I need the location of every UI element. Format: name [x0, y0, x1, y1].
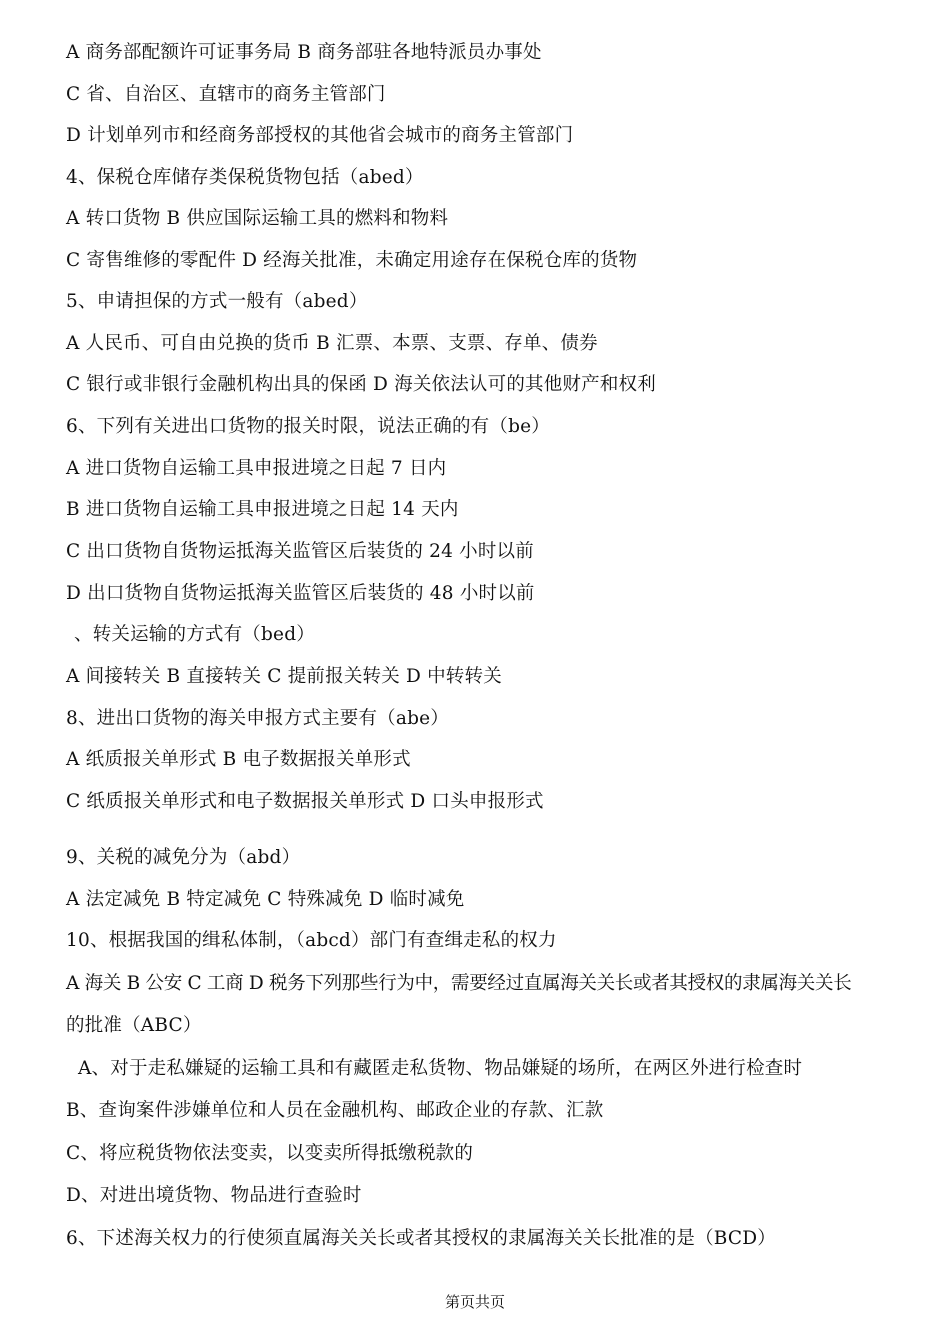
text-line: D、对进出境货物、物品进行查验时 [66, 1185, 362, 1206]
text-line: A 进口货物自运输工具申报进境之日起 7 日内 [66, 458, 447, 479]
text-line: 5、申请担保的方式一般有（abed） [66, 291, 368, 312]
text-line: A 人民币、可自由兑换的货币 B 汇票、本票、支票、存单、债券 [66, 333, 598, 354]
text-line: 6、下述海关权力的行使须直属海关关长或者其授权的隶属海关关长批准的是（BCD） [66, 1228, 776, 1249]
text-line: 6、下列有关进出口货物的报关时限，说法正确的有（be） [66, 416, 550, 437]
text-line: B、查询案件涉嫌单位和人员在金融机构、邮政企业的存款、汇款 [66, 1100, 604, 1121]
text-line: C 省、自治区、直辖市的商务主管部门 [66, 84, 386, 105]
text-line: A 海关 B 公安 C 工商 D 税务下列那些行为中，需要经过直属海关关长或者其授权的隶属海关关长 [66, 973, 852, 994]
text-line: D 出口货物自货物运抵海关监管区后装货的 48 小时以前 [66, 583, 535, 604]
page-footer: 第页共页 [444, 1293, 505, 1311]
text-line: C 寄售维修的零配件 D 经海关批准，未确定用途存在保税仓库的货物 [66, 250, 638, 271]
text-line: C 出口货物自货物运抵海关监管区后装货的 24 小时以前 [66, 541, 534, 562]
text-line: 的批准（ABC） [66, 1015, 202, 1036]
text-line: 10、根据我国的缉私体制，（abcd）部门有查缉走私的权力 [66, 930, 557, 951]
text-line: A 法定减免 B 特定减免 C 特殊减免 D 临时减免 [66, 889, 465, 910]
text-line: A、对于走私嫌疑的运输工具和有藏匿走私货物、物品嫌疑的场所，在两区外进行检查时 [78, 1058, 803, 1079]
text-line: C、将应税货物依法变卖，以变卖所得抵缴税款的 [66, 1143, 474, 1164]
text-line: C 银行或非银行金融机构出具的保函 D 海关依法认可的其他财产和权利 [66, 374, 656, 395]
text-line: A 转口货物 B 供应国际运输工具的燃料和物料 [66, 208, 449, 229]
text-line: 、转关运输的方式有（bed） [74, 624, 315, 645]
text-line: 9、关税的减免分为（abd） [66, 847, 301, 868]
text-line: B 进口货物自运输工具申报进境之日起 14 天内 [66, 499, 459, 520]
text-line: A 商务部配额许可证事务局 B 商务部驻各地特派员办事处 [66, 42, 542, 63]
text-line: A 间接转关 B 直接转关 C 提前报关转关 D 中转转关 [66, 666, 502, 687]
text-line: D 计划单列市和经商务部授权的其他省会城市的商务主管部门 [66, 125, 574, 146]
text-line: 4、保税仓库储存类保税货物包括（abed） [66, 167, 424, 188]
text-line: 8、进出口货物的海关申报方式主要有（abe） [66, 708, 449, 729]
text-line: C 纸质报关单形式和电子数据报关单形式 D 口头申报形式 [66, 791, 544, 812]
text-line: A 纸质报关单形式 B 电子数据报关单形式 [66, 749, 411, 770]
